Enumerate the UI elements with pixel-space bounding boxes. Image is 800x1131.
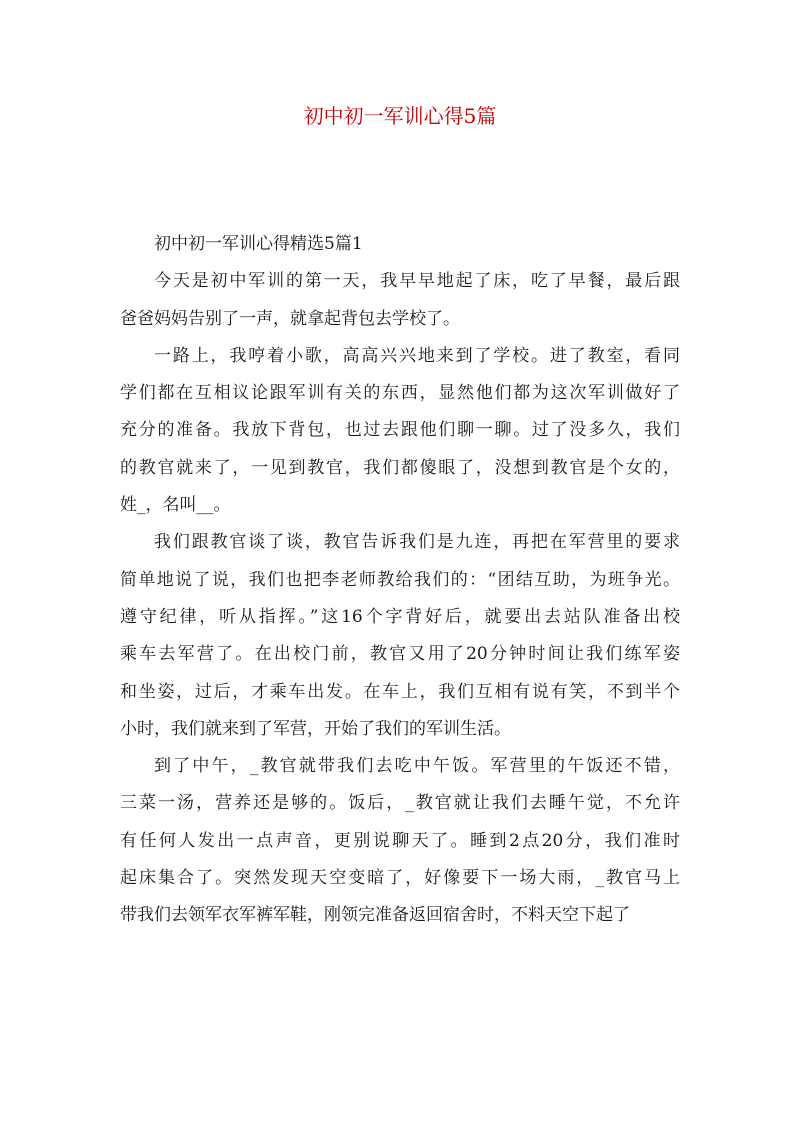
paragraph-line: 的教官就来了，一见到教官，我们都傻眼了，没想到教官是个女的， [120,457,680,478]
paragraph-line: 充分的准备。我放下背包，也过去跟他们聊一聊。过了没多久，我们 [120,420,680,441]
paragraph-line: 学们都在互相议论跟军训有关的东西，显然他们都为这次军训做好了 [120,383,680,404]
paragraph-line: 我们跟教官谈了谈，教官告诉我们是九连，再把在军营里的要求 [154,532,680,553]
paragraph-line: 今天是初中军训的第一天，我早早地起了床，吃了早餐，最后跟 [154,271,680,292]
paragraph-line: 带我们去领军衣军裤军鞋，刚领完准备返回宿舍时，不料天空下起了 [120,905,630,926]
paragraph-line: 和坐姿，过后，才乘车出发。在车上，我们互相有说有笑，不到半个 [120,681,680,702]
section-heading: 初中初一军训心得精选5篇1 [154,234,363,254]
paragraph [120,524,680,748]
document-body [120,226,680,935]
paragraph-line: 乘车去军营了。在出校门前，教官又用了20分钟时间让我们练军姿 [120,644,680,665]
paragraph-line: 有任何人发出一点声音，更别说聊天了。睡到2点20分，我们准时 [120,830,680,851]
paragraph-list [120,263,680,934]
paragraph-line: 爸爸妈妈告别了一声，就拿起背包去学校了。 [120,308,460,329]
paragraph [120,263,680,338]
paragraph-line: 小时，我们就来到了军营，开始了我们的军训生活。 [120,718,511,739]
paragraph-line: 三菜一汤，营养还是够的。饭后，_教官就让我们去睡午觉，不允许 [120,793,680,814]
paragraph-line: 遵守纪律，听从指挥。”这16个字背好后，就要出去站队准备出校 [120,606,680,627]
paragraph-line: 到了中午，_教官就带我们去吃中午饭。军营里的午饭还不错， [154,756,680,777]
paragraph-line: 姓_，名叫__。 [120,495,231,516]
paragraph-line: 起床集合了。突然发现天空变暗了，好像要下一场大雨，_教官马上 [120,868,680,889]
document-title: 初中初一军训心得5篇 [303,104,497,128]
paragraph [120,338,680,524]
paragraph [120,748,680,934]
paragraph-line: 简单地说了说，我们也把李老师教给我们的：“团结互助，为班争光。 [120,569,680,590]
paragraph-line: 一路上，我哼着小歌，高高兴兴地来到了学校。进了教室，看同 [154,345,680,366]
